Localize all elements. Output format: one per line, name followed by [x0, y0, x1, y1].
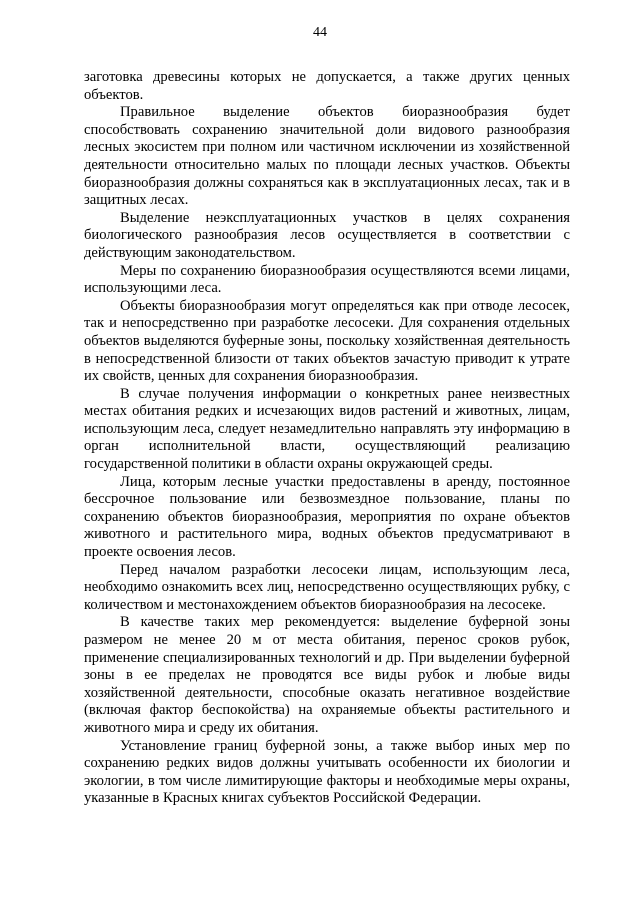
paragraph-9: В качестве таких мер рекомендуется: выделение буферной зоны размером не менее 20 м от места обитания, перенос сроков рубок, применение специализированных технологий и др. При выделении буферной зоны в ее пределах не проводятся все виды рубок и любые виды хозяйственной деятельности, способные оказать негативное воздействие (включая фактор беспокойства) на охраняемые объекты растительного и животного мира и среду их обитания.	[84, 614, 570, 736]
paragraph-4: Меры по сохранению биоразнообразия осуществляются всеми лицами, использующими леса.	[84, 262, 570, 297]
paragraph-1: заготовка древесины которых не допускается, а также других ценных объектов.	[84, 69, 570, 103]
paragraph-7: Лица, которым лесные участки предоставлены в аренду, постоянное бессрочное пользование или безвозмездное пользование, планы по сохранению объектов биоразнообразия, мероприятия по охране объектов животного и растительного мира, водных объектов предусматривают в проекте освоения лесов.	[84, 473, 570, 561]
paragraph-6: В случае получения информации о конкретных ранее неизвестных местах обитания редких и исчезающих видов растений и животных, лицам, использующим леса, следует незамедлительно направлять эту информацию в орган исполнительной власти, осуществляющий реализацию государственной политики в области охраны окружающей среды.	[84, 385, 570, 473]
paragraph-2: Правильное выделение объектов биоразнообразия будет способствовать сохранению значительной доли видового разнообразия лесных экосистем при полном или частичном исключении из хозяйственной деятельности относительно малых по площади лесных участков. Объекты биоразнообразия должны сохраняться как в эксплуатационных лесах, так и в защитных лесах.	[84, 104, 570, 209]
paragraph-10: Установление границ буферной зоны, а также выбор иных мер по сохранению редких видов должны учитывать особенности их биологии и экологии, в том числе лимитирующие факторы и необходимые меры охраны, указанные в Красных книгах субъектов Российской Федерации.	[84, 737, 570, 807]
document-body	[84, 69, 570, 808]
paragraph-5: Объекты биоразнообразия могут определяться как при отводе лесосек, так и непосредственно при разработке лесосеки. Для сохранения отдельных объектов выделяются буферные зоны, поскольку хозяйственная деятельность в непосредственной близости от таких объектов зачастую приводит к утрате их свойств, ценных для сохранения биоразнообразия.	[84, 297, 570, 385]
page-number: 44	[313, 25, 327, 40]
paragraph-8: Перед началом разработки лесосеки лицам, использующим леса, необходимо ознакомить всех лиц, непосредственно осуществляющих рубку, с количеством и местонахождением объектов биоразнообразия на лесосеке.	[84, 561, 570, 613]
paragraph-3: Выделение неэксплуатационных участков в целях сохранения биологического разнообразия лесов осуществляется в соответствии с действующим законодательством.	[84, 209, 570, 261]
